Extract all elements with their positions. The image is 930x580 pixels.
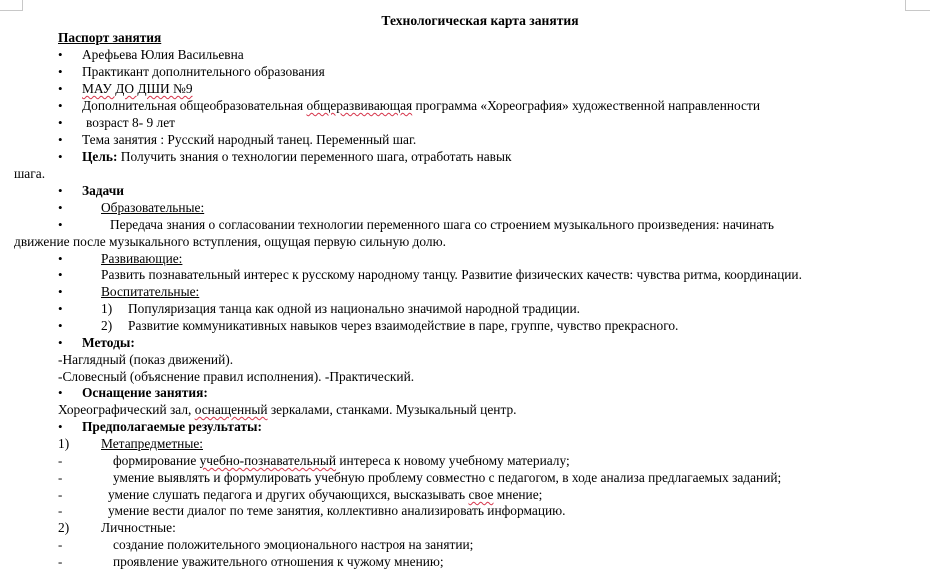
bullet: • bbox=[58, 267, 63, 282]
dash: - bbox=[58, 470, 63, 485]
bullet: • bbox=[58, 183, 63, 198]
page-corner-mark-left bbox=[0, 0, 23, 11]
meta-label: Метапредметные: bbox=[101, 436, 203, 451]
bullet: • bbox=[58, 385, 63, 400]
bullet: • bbox=[58, 318, 63, 333]
methods-heading: Методы: bbox=[82, 335, 135, 350]
equipment-text: Хореографический зал, оснащенный зеркалами, станками. Музыкальный центр. bbox=[58, 402, 517, 417]
method-line: -Наглядный (показ движений). bbox=[58, 352, 234, 367]
bullet: • bbox=[58, 132, 63, 147]
program-text: Дополнительная общеобразовательная общеразвивающая программа «Хореография» художественной направленности bbox=[82, 98, 761, 113]
goal-text: Цель: Получить знания о технологии переменного шага, отработать навык bbox=[82, 149, 512, 164]
dash: - bbox=[58, 453, 63, 468]
method-line: -Словесный (объяснение правил исполнения). -Практический. bbox=[58, 369, 415, 384]
bullet: • bbox=[58, 115, 63, 130]
document-page: Технологическая карта занятия Паспорт занятия • Арефьева Юлия Васильевна • Практикант дополнительного образования • МАУ ДО ДШИ №9 • Дополнительная общеобразовательная общеразвивающая программа «Хореография» художественной направленности • возраст 8- 9 лет • Тема занятия : Русский народный танец. Переменный шаг. • Цель: Получить знания о технологии переменного шага, отработать навык шага. • Задачи • Образовательные: • Передача знания о согласовании технологии переменного шага со строением музыкального произведения: начинать движение после музыкального вступления, ощущая первую сильную долю. • Развивающие: • Развить познавательный интерес к русскому народному танцу. Развитие физических качеств: чувства ритма, координации. • Воспитательные: • 1) Популяризация танца как одной из национально значимой народной традиции. • 2) Развитие коммуникативных навыков через взаимодействие в паре, группе, чувство прекрасного. • Методы: -Наглядный (показ движений). -Словесный (объяснение правил исполнения). -Практический. • Оснащение занятия: Хореографический зал, оснащенный зеркалами, станками. Музыкальный центр. • Предполагаемые результаты: 1) Метапредметные: - формирование учебно-познавательный интереса к новому учебному материалу; - умение выявлять и формулировать учебную проблему совместно с педагогом, в ходе анализа предлагаемых заданий; - умение слушать педагога и других обучающихся, высказывать свое мнение; - умение вести диалог по теме занятия, коллективно анализировать информацию. 2) Личностные: - создание положительного эмоционального настроя на занятии; - проявление уважительного отношения к чужому мнению; bbox=[0, 0, 930, 580]
page-corner-mark-right bbox=[905, 0, 930, 11]
tasks-heading: Задачи bbox=[82, 183, 124, 198]
equipment-heading: Оснащение занятия: bbox=[82, 385, 208, 400]
bullet: • bbox=[58, 98, 63, 113]
bullet: • bbox=[58, 47, 63, 62]
passport-heading: Паспорт занятия bbox=[58, 30, 162, 45]
bullet: • bbox=[58, 301, 63, 316]
bullet: • bbox=[58, 217, 63, 232]
bullet: • bbox=[58, 335, 63, 350]
dash: - bbox=[58, 554, 63, 569]
personal-label: Личностные: bbox=[101, 520, 176, 535]
upbringing-label: Воспитательные: bbox=[101, 284, 200, 299]
results-heading: Предполагаемые результаты: bbox=[82, 419, 262, 434]
dash: - bbox=[58, 503, 63, 518]
bullet: • bbox=[58, 200, 63, 215]
goal-continuation: шага. bbox=[14, 166, 46, 181]
dash: - bbox=[58, 487, 63, 502]
developing-label: Развивающие: bbox=[101, 251, 183, 266]
document-title: Технологическая карта занятия bbox=[381, 13, 579, 28]
dash: - bbox=[58, 537, 63, 552]
bullet: • bbox=[58, 81, 63, 96]
bullet: • bbox=[58, 419, 63, 434]
organization-name: МАУ ДО ДШИ №9 bbox=[82, 81, 193, 96]
bullet: • bbox=[58, 149, 63, 164]
bullet: • bbox=[58, 64, 63, 79]
educational-label: Образовательные: bbox=[101, 200, 205, 215]
educational-continuation: движение после музыкального вступления, ощущая первую сильную долю. bbox=[14, 234, 446, 249]
bullet: • bbox=[58, 251, 63, 266]
bullet: • bbox=[58, 284, 63, 299]
